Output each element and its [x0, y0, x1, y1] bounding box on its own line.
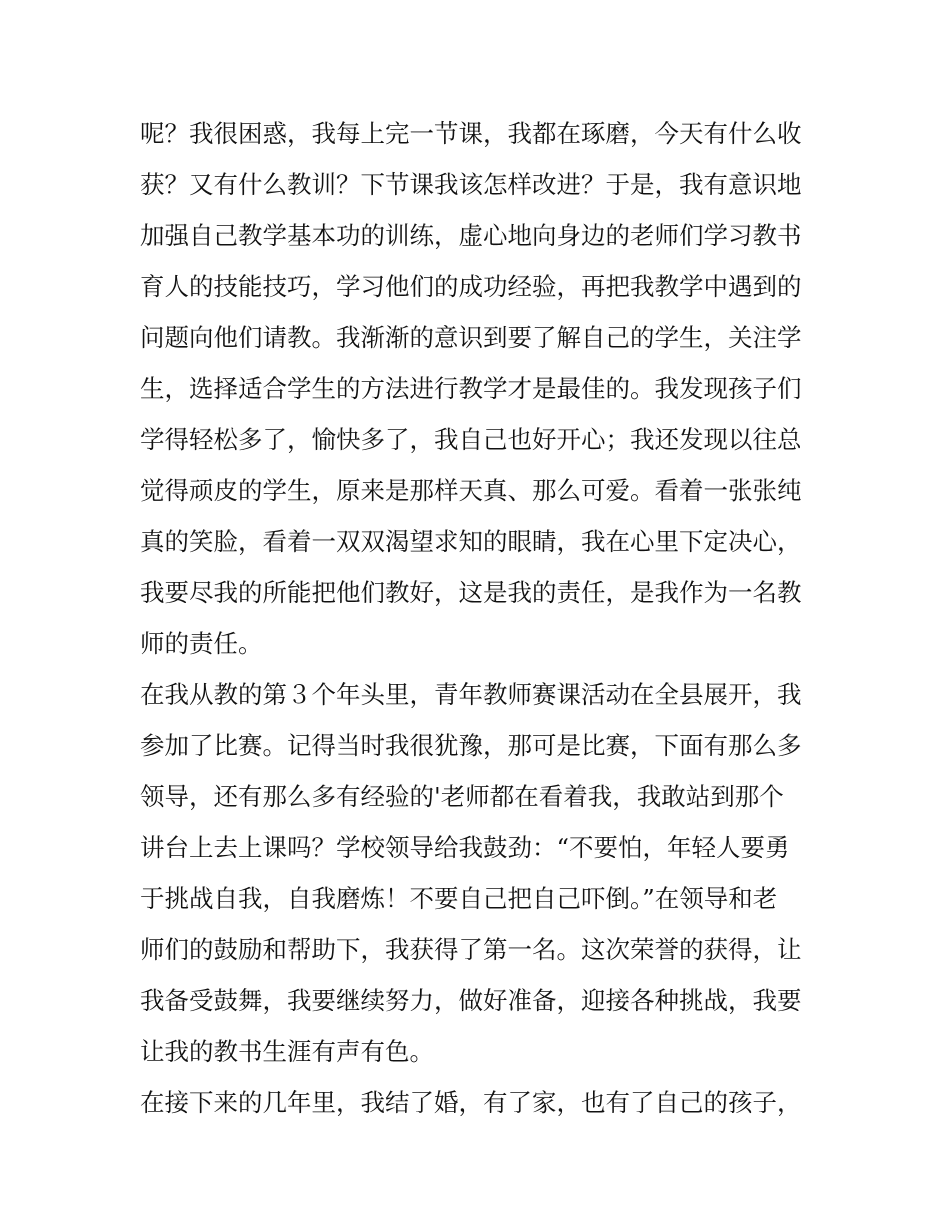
- text-line-3: 加强自己教学基本功的训练，虚心地向身边的老师们学习教书: [140, 221, 802, 250]
- text-line-15: 讲台上去上课吗？学校领导给我鼓劲：“不要怕，年轻人要勇: [140, 833, 790, 862]
- text-line-10: 我要尽我的所能把他们教好，这是我的责任，是我作为一名教: [140, 578, 802, 607]
- body-text: [140, 108, 830, 1128]
- text-line-5: 问题向他们请教。我渐渐的意识到要了解自己的学生，关注学: [140, 323, 802, 352]
- text-line-4: 育人的技能技巧，学习他们的成功经验，再把我教学中遇到的: [140, 272, 802, 301]
- text-line-17: 师们的鼓励和帮助下，我获得了第一名。这次荣誉的获得，让: [140, 935, 802, 964]
- text-line-19: 让我的教书生涯有声有色。: [140, 1037, 434, 1066]
- text-line-18: 我备受鼓舞，我要继续努力，做好准备，迎接各种挑战，我要: [140, 986, 802, 1015]
- text-line-8: 觉得顽皮的学生，原来是那样天真、那么可爱。看着一张张纯: [140, 476, 802, 505]
- text-line-12: 在我从教的第３个年头里，青年教师赛课活动在全县展开，我: [140, 680, 802, 709]
- text-line-6: 生，选择适合学生的方法进行教学才是最佳的。我发现孩子们: [140, 374, 802, 403]
- text-line-13: 参加了比赛。记得当时我很犹豫，那可是比赛，下面有那么多: [140, 731, 802, 760]
- text-line-16: 于挑战自我，自我磨炼！不要自己把自己吓倒。”在领导和老: [140, 884, 778, 913]
- text-line-11: 师的责任。: [140, 629, 263, 658]
- text-line-20: 在接下来的几年里，我结了婚，有了家，也有了自己的孩子，: [140, 1088, 802, 1117]
- text-line-9: 真的笑脸，看着一双双渴望求知的眼睛，我在心里下定决心，: [140, 527, 802, 556]
- text-line-2: 获？又有什么教训？下节课我该怎样改进？于是，我有意识地: [140, 170, 802, 199]
- text-line-1: 呢？我很困惑，我每上完一节课，我都在琢磨，今天有什么收: [140, 119, 802, 148]
- text-line-7: 学得轻松多了，愉快多了，我自己也好开心；我还发现以往总: [140, 425, 802, 454]
- text-line-14: 领导，还有那么多有经验的'老师都在看着我，我敢站到那个: [140, 782, 784, 811]
